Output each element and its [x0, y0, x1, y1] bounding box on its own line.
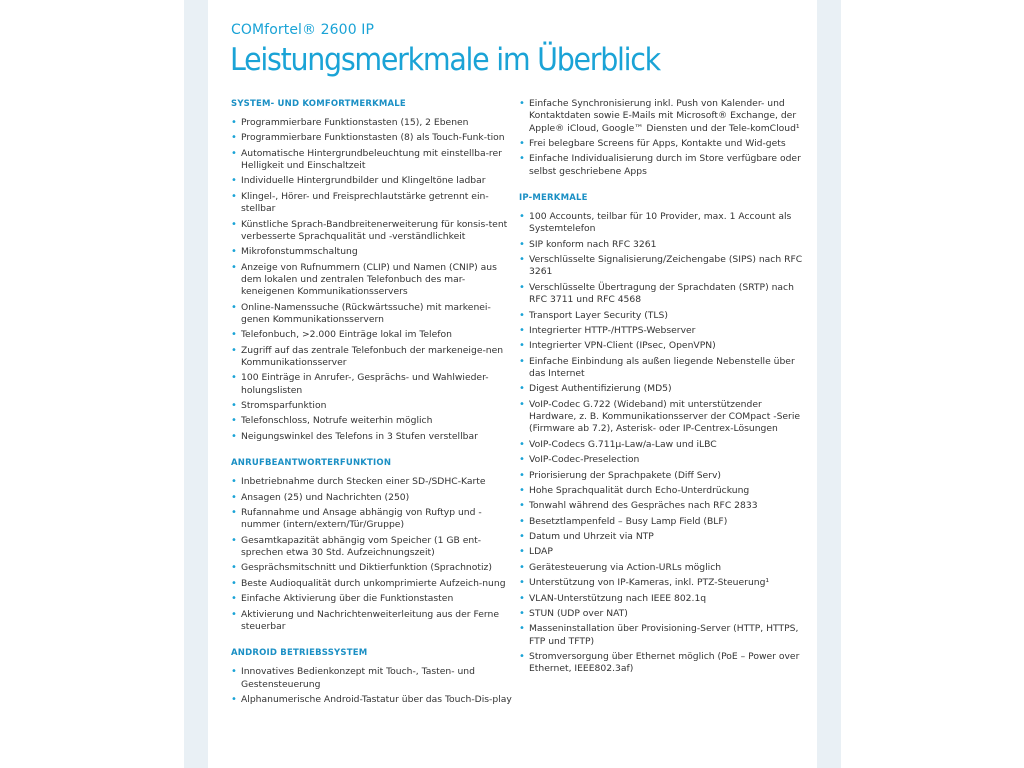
right-column	[519, 98, 803, 679]
list-item: • Inbetriebnahme durch Stecken einer SD-/SDHC-Karte	[231, 476, 513, 488]
list-item: • VoIP-Codec-Preselection	[519, 454, 803, 466]
section-gap	[519, 181, 803, 192]
left-column	[231, 98, 513, 709]
list-item: • Einfache Individualisierung durch im Store verfügbare oder selbst geschriebene Apps	[519, 153, 803, 178]
list-item: • Einfache Aktivierung über die Funktionstasten	[231, 593, 513, 605]
list-item: • Besetztlampenfeld – Busy Lamp Field (BLF)	[519, 516, 803, 528]
list-item: • VLAN-Unterstützung nach IEEE 802.1q	[519, 593, 803, 605]
section-heading: IP-MERKMALE	[519, 193, 588, 204]
feature-list	[519, 211, 803, 676]
list-item: • Ansagen (25) und Nachrichten (250)	[231, 492, 513, 504]
feature-list	[231, 666, 513, 706]
list-item: • Individuelle Hintergrundbilder und Klingeltöne ladbar	[231, 175, 513, 187]
section-heading: SYSTEM- UND KOMFORTMERKMALE	[231, 99, 406, 109]
list-item: • Transport Layer Security (TLS)	[519, 310, 803, 322]
list-item: • Automatische Hintergrundbeleuchtung mit einstellba-rer Helligkeit und Einschaltzeit	[231, 148, 513, 173]
list-item: • Priorisierung der Sprachpakete (Diff Serv)	[519, 470, 803, 482]
list-item: • Online-Namenssuche (Rückwärtssuche) mit markenei-genen Kommunikationsservern	[231, 302, 513, 327]
list-item: • Einfache Synchronisierung inkl. Push von Kalender- und Kontaktdaten sowie E-Mails mit Microsoft® Exchange, der Apple® iCloud, Google™ Diensten und der Tele-komCloud¹	[519, 98, 803, 135]
list-item: • Unterstützung von IP-Kameras, inkl. PTZ-Steuerung¹	[519, 577, 803, 589]
list-item: • Frei belegbare Screens für Apps, Kontakte und Wid-gets	[519, 138, 803, 150]
list-item: • Stromversorgung über Ethernet möglich (PoE – Power over Ethernet, IEEE802.3af)	[519, 651, 803, 676]
list-item: • Tonwahl während des Gespräches nach RFC 2833	[519, 500, 803, 512]
feature-list	[519, 98, 803, 178]
list-item: • Programmierbare Funktionstasten (15), 2 Ebenen	[231, 117, 513, 129]
list-item: • Anzeige von Rufnummern (CLIP) und Namen (CNIP) aus dem lokalen und zentralen Telefonbuch des mar-keneigenen Kommunikationsservers	[231, 262, 513, 299]
list-item: • Masseninstallation über Provisioning-Server (HTTP, HTTPS, FTP und TFTP)	[519, 623, 803, 648]
feature-list	[231, 476, 513, 633]
section-gap	[231, 636, 513, 647]
list-item: • Verschlüsselte Übertragung der Sprachdaten (SRTP) nach RFC 3711 und RFC 4568	[519, 282, 803, 307]
list-item: • Zugriff auf das zentrale Telefonbuch der markeneige-nen Kommunikationsserver	[231, 345, 513, 370]
right-page-border	[817, 0, 841, 768]
list-item: • Stromsparfunktion	[231, 400, 513, 412]
list-item: • Neigungswinkel des Telefons in 3 Stufen verstellbar	[231, 431, 513, 443]
page-title: Leistungsmerkmale im Überblick	[230, 42, 660, 78]
list-item: • Verschlüsselte Signalisierung/Zeichengabe (SIPS) nach RFC 3261	[519, 254, 803, 279]
list-item: • Hohe Sprachqualität durch Echo-Unterdrückung	[519, 485, 803, 497]
list-item: • Programmierbare Funktionstasten (8) als Touch-Funk-tion	[231, 132, 513, 144]
list-item: • Klingel-, Hörer- und Freisprechlautstärke getrennt ein-stellbar	[231, 191, 513, 216]
product-name: COMfortel® 2600 IP	[231, 22, 375, 38]
left-margin	[0, 0, 184, 768]
list-item: • STUN (UDP over NAT)	[519, 608, 803, 620]
list-item: • Digest Authentifizierung (MD5)	[519, 383, 803, 395]
list-item: • Rufannahme und Ansage abhängig von Ruftyp und -nummer (intern/extern/Tür/Gruppe)	[231, 507, 513, 532]
list-item: • Integrierter VPN-Client (IPsec, OpenVPN)	[519, 340, 803, 352]
list-item: • Mikrofonstummschaltung	[231, 246, 513, 258]
document-page	[208, 0, 817, 768]
section-gap	[231, 446, 513, 457]
section-heading: ANDROID BETRIEBSSYSTEM	[231, 648, 368, 659]
list-item: • Innovatives Bedienkonzept mit Touch-, Tasten- und Gestensteuerung	[231, 666, 513, 691]
list-item: • Datum und Uhrzeit via NTP	[519, 531, 803, 543]
section-heading: ANRUFBEANTWORTERFUNKTION	[231, 458, 392, 469]
list-item: • LDAP	[519, 546, 803, 558]
list-item: • Telefonbuch, >2.000 Einträge lokal im Telefon	[231, 329, 513, 341]
list-item: • Gesprächsmitschnitt und Diktierfunktion (Sprachnotiz)	[231, 562, 513, 574]
left-page-border	[184, 0, 208, 768]
feature-list	[231, 117, 513, 443]
list-item: • Aktivierung und Nachrichtenweiterleitung aus der Ferne steuerbar	[231, 609, 513, 634]
list-item: • 100 Einträge in Anrufer-, Gesprächs- und Wahlwieder-holungslisten	[231, 372, 513, 397]
list-item: • Einfache Einbindung als außen liegende Nebenstelle über das Internet	[519, 356, 803, 381]
list-item: • Gesamtkapazität abhängig vom Speicher (1 GB ent-sprechen etwa 30 Std. Aufzeichnungszeit)	[231, 535, 513, 560]
list-item: • VoIP-Codec G.722 (Wideband) mit unterstützender Hardware, z. B. Kommunikationsserver der COMpact -Serie (Firmware ab 7.2), Asterisk- oder IP-Centrex-Lösungen	[519, 399, 803, 436]
list-item: • Gerätesteuerung via Action-URLs möglich	[519, 562, 803, 574]
list-item: • Alphanumerische Android-Tastatur über das Touch-Dis-play	[231, 694, 513, 706]
list-item: • VoIP-Codecs G.711µ-Law/a-Law und iLBC	[519, 439, 803, 451]
list-item: • 100 Accounts, teilbar für 10 Provider, max. 1 Account als Systemtelefon	[519, 211, 803, 236]
list-item: • SIP konform nach RFC 3261	[519, 239, 803, 251]
list-item: • Beste Audioqualität durch unkomprimierte Aufzeich-nung	[231, 578, 513, 590]
list-item: • Künstliche Sprach-Bandbreitenerweiterung für konsis-tent verbesserte Sprachqualität und -verständlichkeit	[231, 219, 513, 244]
list-item: • Integrierter HTTP-/HTTPS-Webserver	[519, 325, 803, 337]
list-item: • Telefonschloss, Notrufe weiterhin möglich	[231, 415, 513, 427]
